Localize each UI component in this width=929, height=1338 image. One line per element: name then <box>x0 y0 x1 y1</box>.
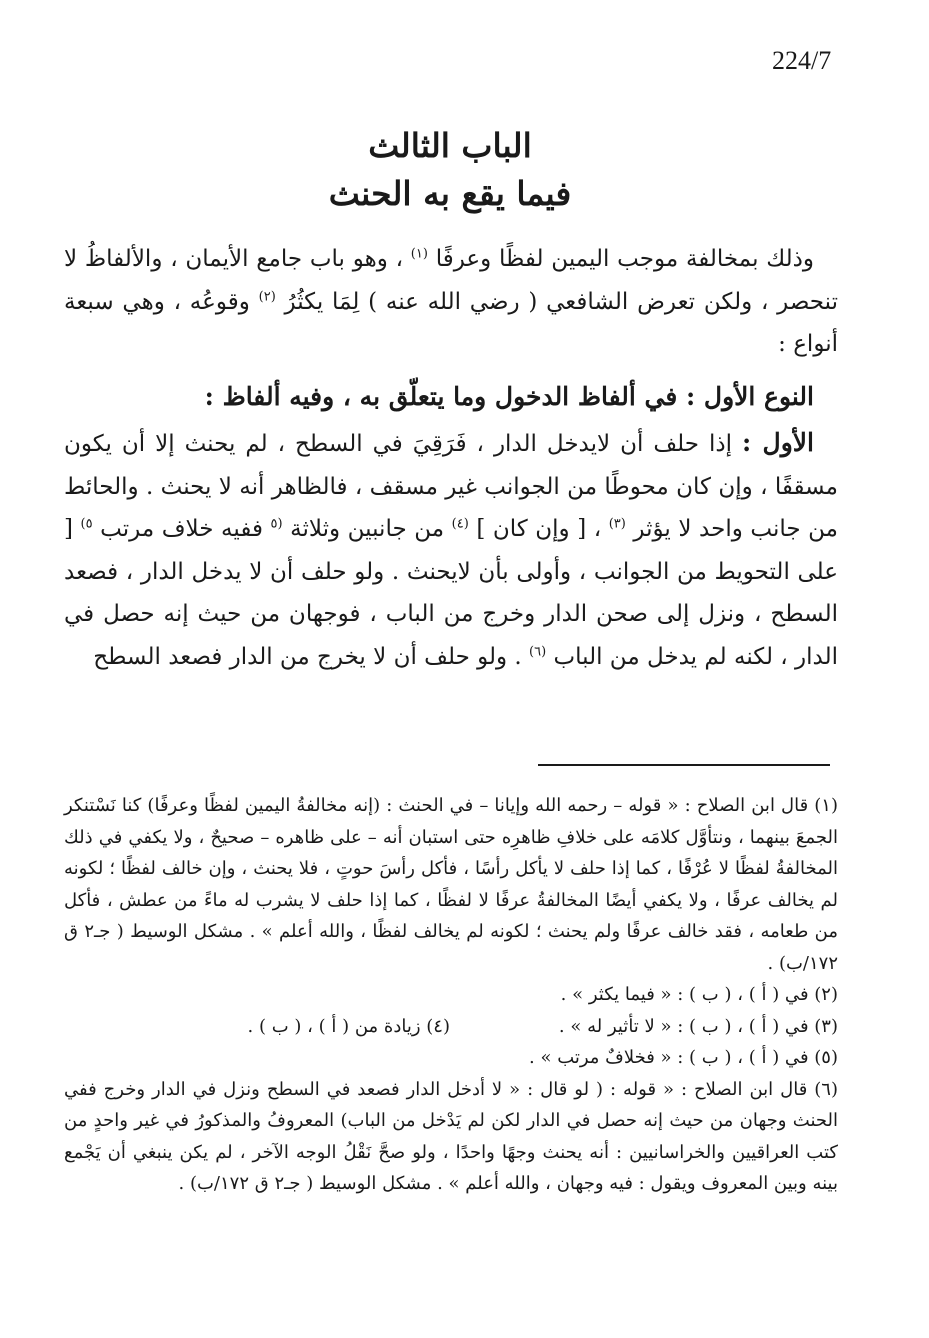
footnote-ref: (١) <box>410 246 428 262</box>
chapter-subtitle: فيما يقع به الحنث <box>328 174 572 213</box>
footnote-2: (٢) في ( أ ) ، ( ب ) : « فيما يكثر » . <box>560 984 838 1005</box>
text-run: ففيه خلاف مرتب <box>92 516 271 542</box>
footnote-ref: (٤) <box>451 516 469 532</box>
text-run: ، وهو باب جامع الأيمان ، والألفاظُ لا تنحصر ، ولكن تعرض الشافعي ( رضي الله عنه ) لِمَا يكثُرُ <box>64 246 838 315</box>
page-number: 224/7 <box>772 46 832 75</box>
footnote-ref: (٦) <box>529 643 547 659</box>
footnote-ref: (٢) <box>258 288 276 304</box>
footnote-ref: (٥ <box>270 516 283 532</box>
text-run: وذلك بمخالفة موجب اليمين لفظًا وعرفًا <box>427 246 814 272</box>
main-text <box>64 238 838 678</box>
footnote-ref: ٥) <box>80 516 93 532</box>
chapter-title: الباب الثالث <box>368 126 532 165</box>
footnote-4: (٤) زيادة من ( أ ) ، ( ب ) . <box>247 1015 450 1037</box>
footnote-3: (٣) في ( أ ) ، ( ب ) : « لا تأثير له » . <box>558 1015 838 1037</box>
text-run: وقوعُه ، وهي سبعة أنواع : <box>64 288 838 357</box>
footnote-ref: (٣) <box>608 516 626 532</box>
footnote-separator <box>538 764 830 766</box>
footnote-1: (١) قال ابن الصلاح : « قوله – رحمه الله وإيانا – في الحنث : (إنه مخالفةُ اليمين لفظًا وعرفًا) كنا نَسْتنكر الجمعَ بينهما ، ونتأوَّل كلامَه على خلافِ ظاهرِه حتى استبان أنه – على ظاهره – صحيحٌ ، ولا يكفي في ذلك المخالفةُ لفظًا لا عُرْفًا ، كما إذا حلف لا يأكل رأسًا ، فأكل رأسَ حوتٍ ، فلا يحنث ، وإن خالف لفظًا ؛ لكونه لم يخالف عرفًا ، ولا يكفي أيضًا المخالفةُ عرفًا لا لفظًا ، كما إذا حلف لا يشرب له ماءً من عطش ، فأكل من طعامه ، فقد خالف عرفًا ولم يحنث ؛ لكونه لم يخالف لفظًا ، والله أعلم » . مشكل الوسيط ( جـ٢ ق ١٧٢/ب) . <box>64 795 838 974</box>
footnote-5: (٥) في ( أ ) ، ( ب ) : « فخلافٌ مرتب » . <box>529 1047 838 1068</box>
section-heading: النوع الأول : في ألفاظ الدخول وما يتعلّق به ، وفيه ألفاظ : <box>204 381 814 411</box>
text-run: إذا حلف أن لايدخل الدار ، فَرَقِيَ في السطح ، لم يحنث إلا أن يكون مسقفًا ، وإن كان محوطًا من الجوانب غير مسقف ، فالظاهر أنه لا يحنث . والحائط من جانب واحد لا يؤثر <box>64 431 838 542</box>
footnote-row <box>64 1011 838 1043</box>
text-run: . ولو حلف أن لا يخرج من الدار فصعد السطح <box>93 643 530 670</box>
lead-word: الأول : <box>741 428 814 457</box>
text-run: من جانبين وثلاثة <box>282 516 452 542</box>
first-paragraph <box>64 422 838 678</box>
text-run: ، [ وإن كان ] <box>468 516 609 542</box>
footnotes <box>64 790 838 1200</box>
footnote-6: (٦) قال ابن الصلاح : « قوله : ( لو قال : « لا أدخل الدار فصعد في السطح ونزل في الدار وخرج ففي الحنث وجهان من حيث إنه حصل في الدار لكن لم يَدْخل من الباب) المعروفُ والمذكورُ في غير واحدٍ من كتب العراقيين والخراسانيين : أنه يحنث وجهًا واحدًا ، ولو صحَّ نَقْلُ الوجه الآخر ، لم يكن ينبغي أن يَجْمع بينه وبين المعروف ويقول : فيه وجهان ، والله أعلم » . مشكل الوسيط ( جـ٢ ق ١٧٢/ب) . <box>64 1078 838 1194</box>
intro-paragraph <box>64 238 838 366</box>
text-run: [ على التحويط من الجوانب ، وأولى بأن لايحنث . ولو حلف أن لا يدخل الدار ، فصعد السطح ، ونزل إلى صحن الدار وخرج من الباب ، فوجهان من حيث إنه حصل في الدار ، لكنه لم يدخل من الباب <box>64 516 838 670</box>
